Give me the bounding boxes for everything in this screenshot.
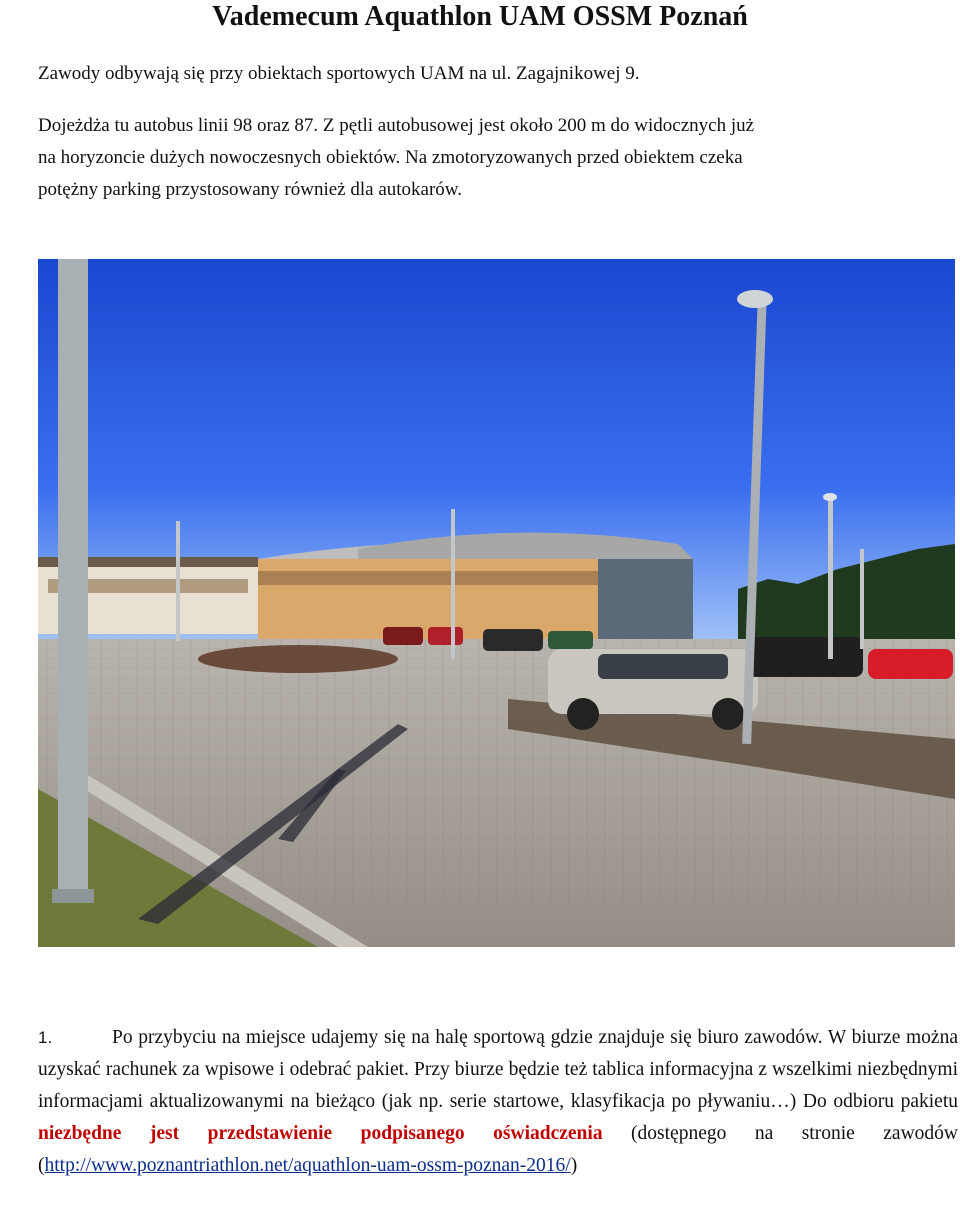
competition-website-link[interactable]: http://www.poznantriathlon.net/aquathlon-uam-ossm-poznan-2016/ bbox=[44, 1155, 571, 1176]
item-text-middle: (dostępnego na stronie zawodów ( bbox=[38, 1123, 958, 1176]
venue-paragraph: Zawody odbywają się przy obiektach sportowych UAM na ul. Zagajnikowej 9. bbox=[38, 63, 640, 84]
list-number: 1. bbox=[38, 1028, 53, 1047]
list-item-1 bbox=[38, 1022, 958, 1182]
directions-line-3: potężny parking przystosowany również dla autokarów. bbox=[38, 179, 463, 200]
directions-line-2: na horyzoncie dużych nowoczesnych obiektów. Na zmotoryzowanych przed obiektem czeka bbox=[38, 147, 743, 168]
directions-paragraph bbox=[38, 110, 958, 206]
item-text-end: ) bbox=[570, 1155, 578, 1176]
parking-photo bbox=[38, 259, 955, 947]
directions-line-1: Dojeżdża tu autobus linii 98 oraz 87. Z pętli autobusowej jest około 200 m do widocznych już bbox=[38, 115, 755, 136]
required-declaration-emphasis: niezbędne jest przedstawienie podpisanego oświadczenia bbox=[38, 1123, 603, 1144]
item-text-intro: Po przybyciu na miejsce udajemy się na halę sportową gdzie znajduje się biuro zawodów. W biurze można uzyskać rachunek za wpisowe i odebrać pakiet. Przy biurze będzie też tablica informacyjna z wszelkimi niezbędnymi informacjami aktualizowanymi na bieżąco (jak np. serie startowe, klasyfikacja po pływaniu…) Do odbioru pakietu bbox=[38, 1027, 958, 1112]
document-title: Vademecum Aquathlon UAM OSSM Poznań bbox=[212, 1, 748, 32]
